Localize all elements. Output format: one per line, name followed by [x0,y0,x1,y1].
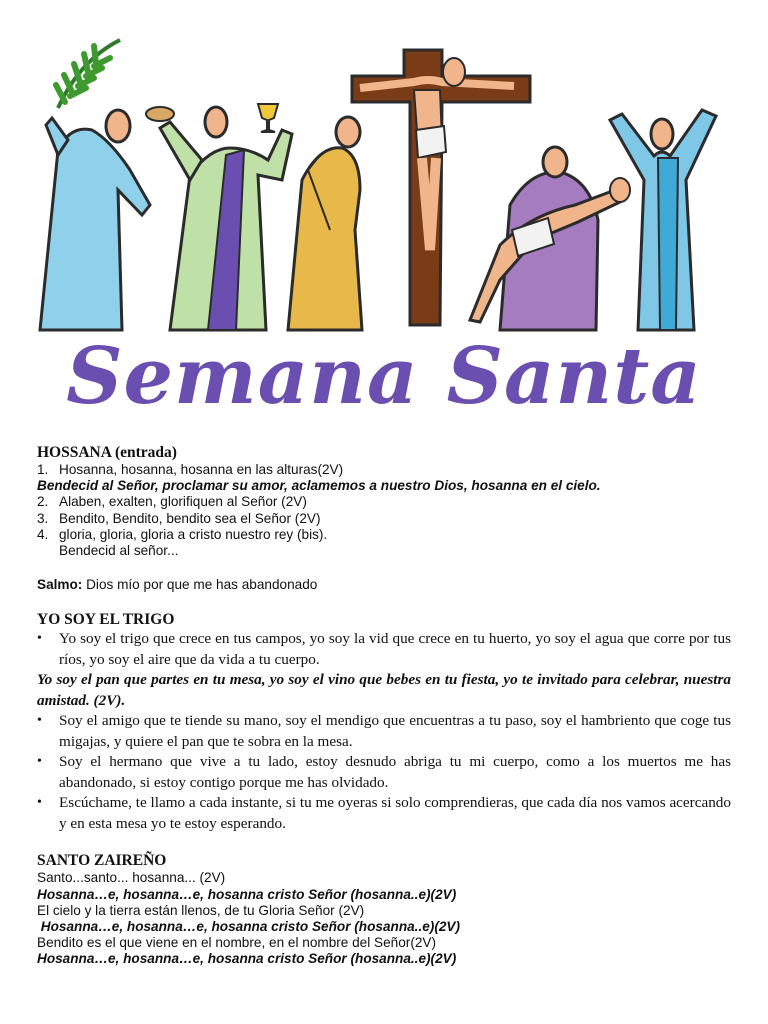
figure-palm-bearer [40,40,150,330]
list-item: • Soy el amigo que te tiende su mano, soy el mendigo que encuentras a tu paso, soy el hambriento que coge tus migajas, y quiere el pan que te sobra en la mesa. [37,712,731,750]
salmo-text: Dios mío por que me has abandonado [82,577,318,593]
zaireno-chorus: Hosanna…e, hosanna…e, hosanna cristo Señor (hosanna..e)(2V) [37,951,457,967]
zaireno-line: Bendito es el que viene en el nombre, en el nombre del Señor(2V) [37,935,436,951]
list-item: 3. Bendito, Bendito, bendito sea el Señor (2V) [37,510,321,526]
list-item: 2. Alaben, exalten, glorifiquen al Señor (2V) [37,494,307,510]
holy-week-illustration [30,30,730,340]
chalice-icon [258,104,278,132]
salmo-label: Salmo: [37,577,83,593]
zaireno-chorus: Hosanna…e, hosanna…e, hosanna cristo Señor (hosanna..e)(2V) [37,886,457,902]
list-item: 4. gloria, gloria, gloria a cristo nuestro rey (bis). [37,526,328,542]
zaireno-chorus: Hosanna…e, hosanna…e, hosanna cristo Señor (hosanna..e)(2V) [37,919,461,935]
song-sheet [37,444,731,968]
hossana-verses [37,462,731,478]
bread-icon [146,107,174,121]
hossana-tail: Bendecid al señor... [59,543,179,559]
list-item: • Soy el hermano que vive a tu lado, estoy desnudo abriga tu mi cuerpo, como a los muertos me has abandonado, si estoy contigo porque me has olvidado. [37,753,731,791]
trigo-heading: YO SOY EL TRIGO [37,611,175,629]
salmo-line [37,577,731,593]
figure-bread-chalice [146,104,292,330]
banner-title: Semana Santa [66,331,702,422]
zaireno-line: El cielo y la tierra están llenos, de tu Gloria Señor (2V) [37,902,365,918]
figure-woman-yellow [288,117,362,330]
palm-branch-icon [56,40,120,108]
figure-raised-arms [610,110,716,330]
zaireno-line: Santo...santo... hosanna... (2V) [37,870,226,886]
zaireno-heading: SANTO ZAIREÑO [37,852,167,870]
list-item: • Escúchame, te llamo a cada instante, si tu me oyeras si solo comprendieras, que cada día nos vamos acercando y en esta mesa yo te estoy esperando. [37,794,731,832]
trigo-body [37,629,731,834]
hossana-chorus: Bendecid al Señor, proclamar su amor, aclamemos a nuestro Dios, hosanna en el cielo. [37,478,601,494]
figure-pieta [470,147,630,330]
hossana-heading: HOSSANA (entrada) [37,444,177,461]
trigo-chorus: Yo soy el pan que partes en tu mesa, yo soy el vino que bebes en tu fiesta, yo te invitado para celebrar, nuestra amistad. (2V). [37,671,731,709]
list-item: 1. Hosanna, hosanna, hosanna en las alturas(2V) [37,462,344,477]
list-item: • Yo soy el trigo que crece en tus campos, yo soy la vid que crece en tu huerto, yo soy el agua que corre por tus ríos, yo soy el aire que da vida a tu cuerpo. [37,630,731,668]
hossana-verses-2 [37,494,731,543]
